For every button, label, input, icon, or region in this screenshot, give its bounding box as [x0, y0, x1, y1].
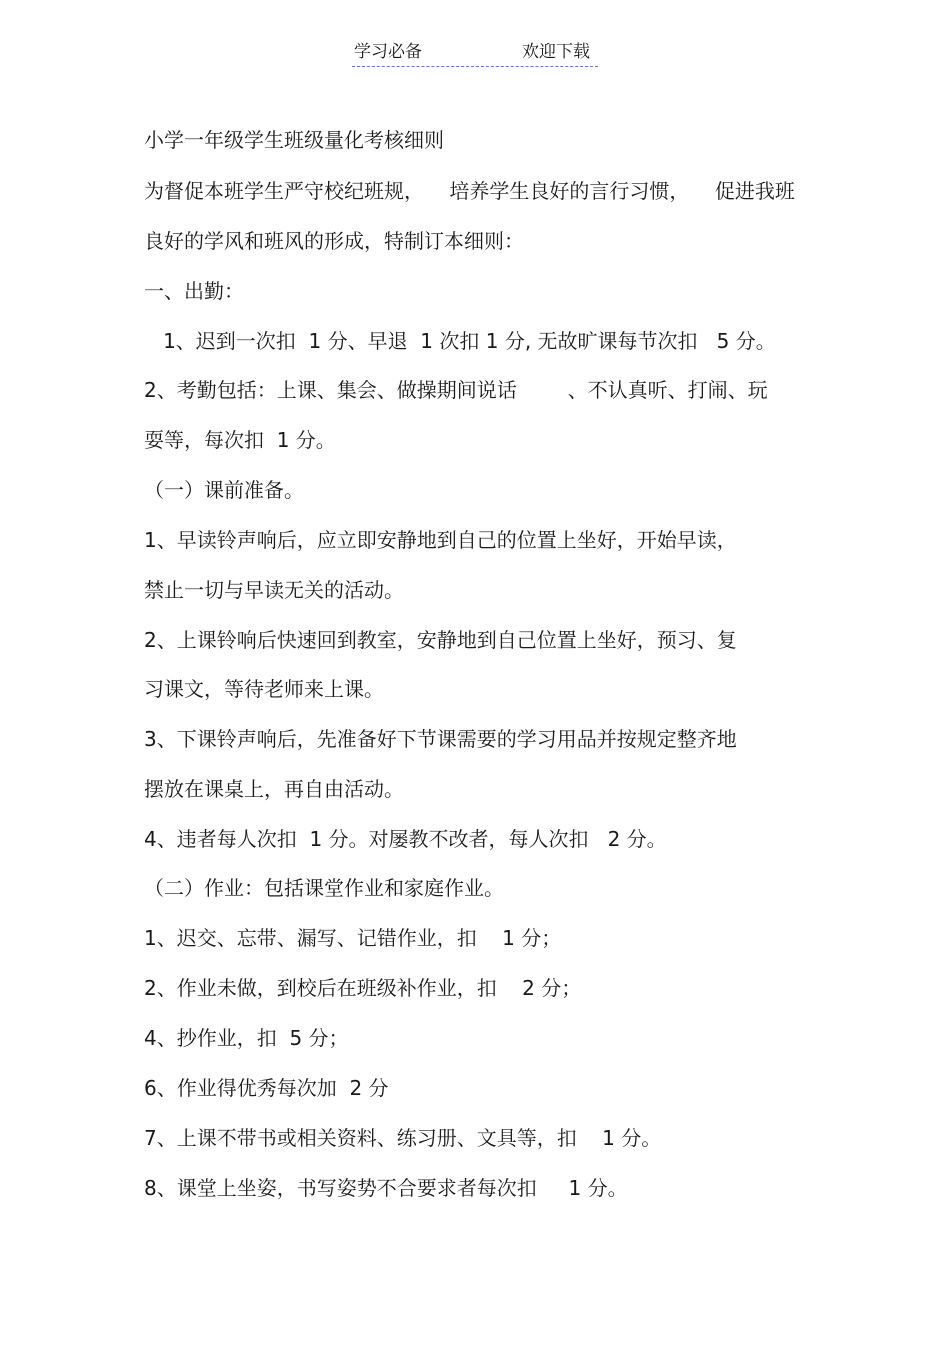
paragraph-line: 2、上课铃响后快速回到教室，安静地到自己位置上坐好，预习、复 — [144, 628, 737, 652]
paragraph-line: 4、违者每人次扣 1 分。对屡教不改者，每人次扣 2 分。 — [144, 827, 667, 851]
paragraph-line: 7、上课不带书或相关资料、练习册、文具等，扣 1 分。 — [144, 1126, 662, 1150]
paragraph-line: 为督促本班学生严守校纪班规， 培养学生良好的言行习惯， 促进我班 — [144, 179, 795, 203]
header-right-text: 欢迎下载 — [522, 42, 590, 62]
paragraph-line: 习课文，等待老师来上课。 — [144, 677, 384, 701]
subsection-heading: （二）作业：包括课堂作业和家庭作业。 — [144, 876, 504, 900]
section-heading: 一、出勤： — [144, 279, 244, 303]
paragraph-line: 2、作业未做，到校后在班级补作业，扣 2 分； — [144, 976, 582, 1000]
paragraph-line: 1、早读铃声响后，应立即安静地到自己的位置上坐好，开始早读， — [144, 528, 737, 552]
page-header — [352, 40, 598, 67]
paragraph-line: 2、考勤包括：上课、集会、做操期间说话 、不认真听、打闹、玩 — [144, 378, 768, 402]
paragraph-line: 1、迟交、忘带、漏写、记错作业，扣 1 分； — [144, 926, 562, 950]
paragraph-line: 摆放在课桌上，再自由活动。 — [144, 777, 404, 801]
header-left-text: 学习必备 — [354, 42, 422, 62]
document-title: 小学一年级学生班级量化考核细则 — [144, 128, 444, 152]
paragraph-line: 3、下课铃声响后，先准备好下节课需要的学习用品并按规定整齐地 — [144, 727, 737, 751]
paragraph-line: 耍等，每次扣 1 分。 — [144, 428, 336, 452]
subsection-heading: （一）课前准备。 — [144, 478, 304, 502]
paragraph-line: 1、迟到一次扣 1 分、早退 1 次扣 1 分, 无故旷课每节次扣 5 分。 — [144, 329, 776, 353]
paragraph-line: 8、课堂上坐姿，书写姿势不合要求者每次扣 1 分。 — [144, 1176, 628, 1200]
paragraph-line: 良好的学风和班风的形成，特制订本细则： — [144, 229, 524, 253]
paragraph-line: 4、抄作业，扣 5 分； — [144, 1026, 349, 1050]
paragraph-line: 禁止一切与早读无关的活动。 — [144, 578, 404, 602]
paragraph-line: 6、作业得优秀每次加 2 分 — [144, 1076, 389, 1100]
